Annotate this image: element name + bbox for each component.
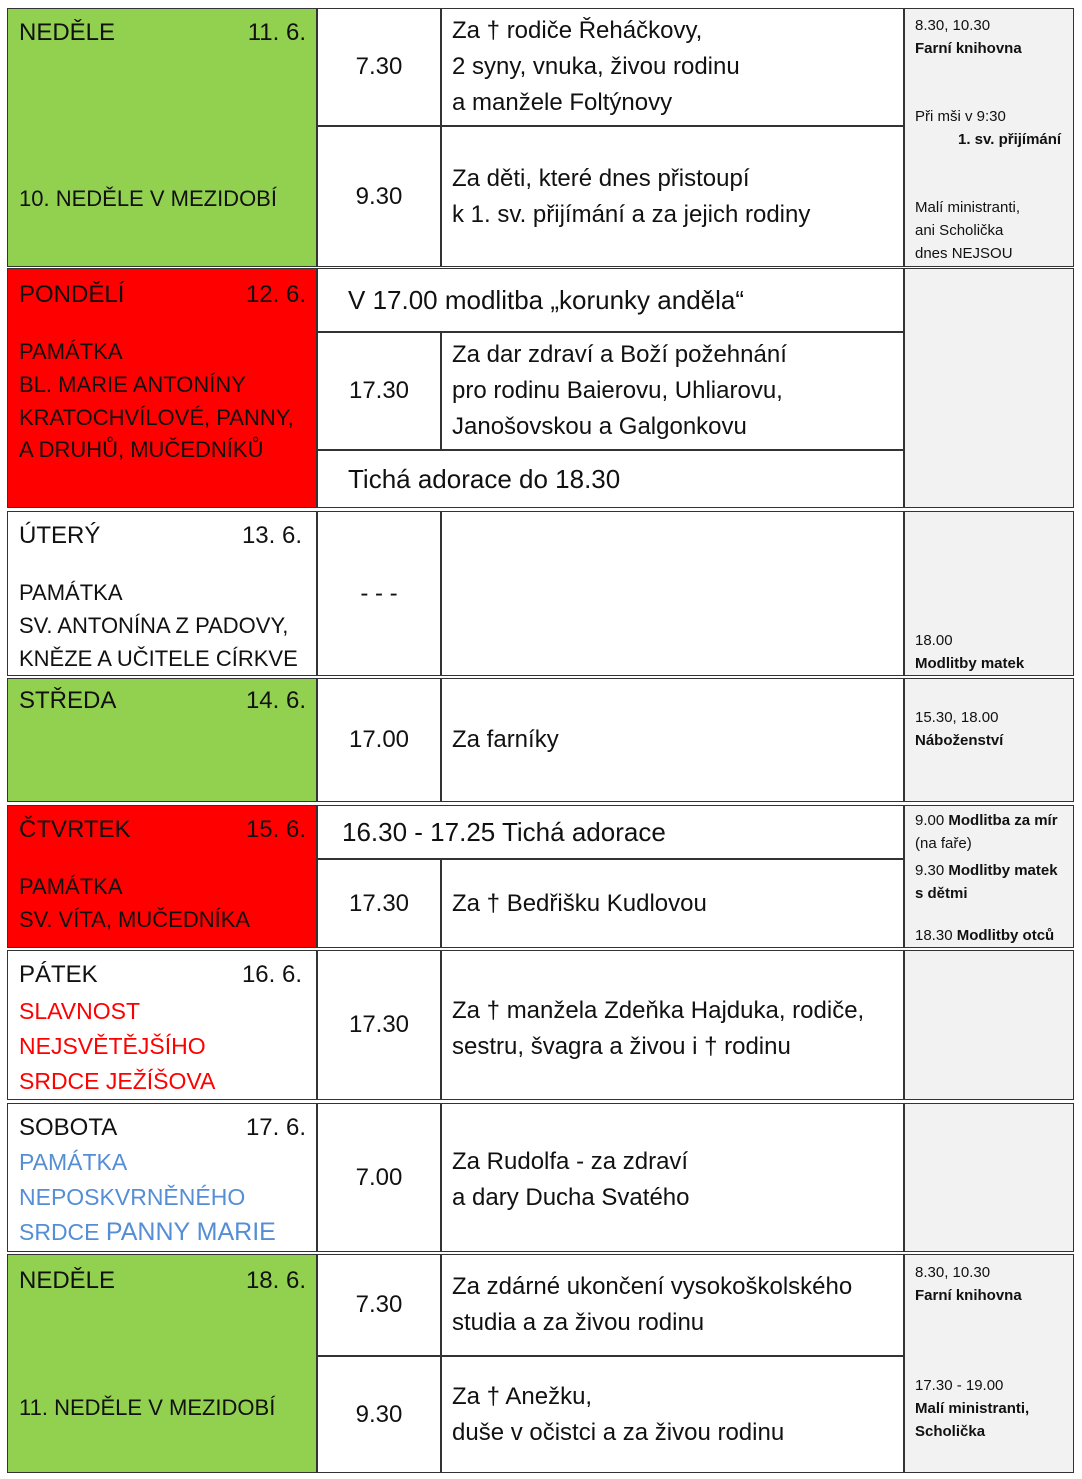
- note-text: Farní knihovna: [915, 40, 1022, 57]
- feast-title: 11. NEDĚLE V MEZIDOBÍ: [19, 1395, 276, 1420]
- day-name: PÁTEK: [19, 961, 98, 988]
- note-line: ani Scholička: [915, 222, 1004, 239]
- note-time: 18.30: [915, 927, 953, 944]
- intention-line: Za zdárné ukončení vysokoškolského: [452, 1273, 853, 1300]
- mass-time: 17.30: [317, 950, 441, 1100]
- feast-title: 10. NEDĚLE V MEZIDOBÍ: [19, 186, 277, 211]
- feast-line: KRATOCHVÍLOVÉ, PANNY,: [19, 405, 294, 430]
- feast-line: SLAVNOST: [19, 998, 140, 1024]
- adoration-row: 16.30 - 17.25 Tichá adorace: [317, 805, 904, 859]
- notes-cell: [904, 268, 1074, 508]
- mass-intention: [441, 332, 904, 450]
- note-text: 1. sv. přijímání: [958, 131, 1062, 148]
- day-date: 16. 6.: [241, 961, 302, 988]
- feast-line: PAMÁTKA: [19, 580, 123, 605]
- feast-line: SV. VÍTA, MUČEDNÍKA: [19, 907, 251, 932]
- note-text: Modlitba za mír: [948, 812, 1058, 829]
- notes-cell: [904, 511, 1074, 676]
- feast-line: NEJSVĚTĚJŠÍHO: [19, 1033, 206, 1059]
- note-line: [915, 924, 1054, 947]
- mass-intention: [441, 1356, 904, 1473]
- mass-time: 9.30: [317, 126, 441, 267]
- intention-line: Za † Anežku,: [452, 1382, 593, 1410]
- day-name: NEDĚLE: [19, 1267, 116, 1294]
- note-line: [915, 809, 1058, 832]
- mass-intention: [441, 1103, 904, 1252]
- intention-line: Za † manžela Zdeňka Hajduka, rodiče,: [452, 997, 865, 1024]
- feast-line: BL. MARIE ANTONÍNY: [19, 372, 246, 397]
- note-line: [915, 859, 1058, 882]
- mass-intention: [441, 950, 904, 1100]
- intention-line: Janošovskou a Galgonkovu: [452, 413, 747, 440]
- mass-time: 17.30: [317, 332, 441, 450]
- note-line: Malí ministranti,: [915, 199, 1021, 216]
- day-cell-saturday: [7, 1103, 317, 1252]
- intention-line: k 1. sv. přijímání a za jejich rodiny: [452, 200, 811, 228]
- note-time: 8.30, 10.30: [915, 17, 991, 34]
- note-text: Scholička: [915, 1423, 986, 1440]
- note-sub: (na faře): [915, 835, 972, 852]
- day-date: 12. 6.: [245, 281, 306, 308]
- note-time: Při mši v 9:30: [915, 108, 1006, 125]
- mass-time: 7.00: [317, 1103, 441, 1252]
- intention-line: duše v očistci a za živou rodinu: [452, 1418, 785, 1446]
- feast-line: SRDCE JEŽÍŠOVA: [19, 1068, 216, 1094]
- mass-time: 17.30: [317, 859, 441, 948]
- note-line: dnes NEJSOU: [915, 245, 1013, 262]
- day-name: PONDĚLÍ: [19, 281, 125, 308]
- note-text: Malí ministranti,: [915, 1400, 1030, 1417]
- intention-line: Za Rudolfa - za zdraví: [452, 1148, 689, 1175]
- day-cell-sunday-2: [7, 1254, 317, 1473]
- notes-cell: [904, 1254, 1074, 1473]
- feast-line: PAMÁTKA: [19, 1149, 128, 1175]
- day-date: 18. 6.: [245, 1267, 306, 1294]
- mass-time: 17.00: [317, 678, 441, 802]
- day-name: ČTVRTEK: [19, 816, 131, 843]
- feast-line: [19, 1216, 276, 1249]
- day-cell-sunday-1: [7, 8, 317, 267]
- feast-part: SRDCE: [19, 1219, 106, 1245]
- day-name: STŘEDA: [19, 687, 117, 714]
- mass-time: 7.30: [317, 1254, 441, 1356]
- day-date: 17. 6.: [245, 1114, 306, 1141]
- day-cell-thursday: [7, 805, 317, 948]
- day-cell-friday: [7, 950, 317, 1100]
- day-date: 14. 6.: [245, 687, 306, 714]
- feast-line: A DRUHŮ, MUČEDNÍKŮ: [19, 437, 264, 462]
- intention-line: a dary Ducha Svatého: [452, 1184, 690, 1211]
- mass-time: 7.30: [317, 8, 441, 126]
- notes-cell: [904, 678, 1074, 802]
- note-sub: s dětmi: [915, 885, 968, 902]
- note-text: Náboženství: [915, 732, 1004, 749]
- mass-intention: [441, 1254, 904, 1356]
- feast-line: PAMÁTKA: [19, 339, 123, 364]
- note-time: 8.30, 10.30: [915, 1264, 991, 1281]
- day-date: 11. 6.: [247, 19, 306, 46]
- note-time: 17.30 - 19.00: [915, 1377, 1004, 1394]
- note-text: Modlitby matek: [948, 862, 1058, 879]
- mass-intention: [441, 511, 904, 676]
- notes-cell: [904, 950, 1074, 1100]
- day-name: SOBOTA: [19, 1114, 118, 1141]
- day-cell-tuesday: [7, 511, 317, 676]
- intention-line: Za † rodiče Řeháčkovy,: [452, 17, 703, 44]
- note-text: Farní knihovna: [915, 1287, 1022, 1304]
- note-text: Modlitby otců: [956, 927, 1055, 944]
- intention-line: Za děti, které dnes přistoupí: [452, 164, 750, 192]
- intention-line: 2 syny, vnuka, živou rodinu: [452, 53, 740, 80]
- notes-cell: [904, 8, 1074, 267]
- mass-intention: [441, 126, 904, 267]
- mass-intention: Za † Bedřišku Kudlovou: [441, 859, 904, 948]
- feast-line: KNĚZE A UČITELE CÍRKVE: [19, 646, 298, 671]
- intention-line: pro rodinu Baierovu, Uhliarovu,: [452, 377, 783, 404]
- day-name: NEDĚLE: [19, 19, 116, 46]
- mass-intention: [441, 8, 904, 126]
- notes-cell: [904, 1103, 1074, 1252]
- feast-line: SV. ANTONÍNA Z PADOVY,: [19, 613, 289, 638]
- notes-cell: [904, 805, 1074, 948]
- mass-time: - - -: [317, 511, 441, 676]
- intention-line: sestru, švagra a živou i † rodinu: [452, 1033, 791, 1060]
- mass-time: 9.30: [317, 1356, 441, 1473]
- intention-line: a manžele Foltýnovy: [452, 89, 673, 116]
- note-text: Modlitby matek: [915, 655, 1025, 672]
- feast-line: NEPOSKVRNĚNÉHO: [19, 1184, 246, 1210]
- note-time: 18.00: [915, 632, 953, 649]
- day-date: 13. 6.: [241, 522, 302, 549]
- note-time: 15.30, 18.00: [915, 709, 999, 726]
- note-time: 9.30: [915, 862, 945, 879]
- day-cell-monday: [7, 268, 317, 508]
- adoration-row: Tichá adorace do 18.30: [317, 450, 904, 508]
- intention-line: studia a za živou rodinu: [452, 1309, 705, 1336]
- feast-part: PANNY MARIE: [105, 1218, 276, 1246]
- feast-line: PAMÁTKA: [19, 874, 123, 899]
- day-name: ÚTERÝ: [19, 522, 101, 549]
- prayer-row: V 17.00 modlitba „korunky anděla“: [317, 268, 904, 332]
- note-time: 9.00: [915, 812, 945, 829]
- day-date: 15. 6.: [245, 816, 306, 843]
- day-cell-wednesday: [7, 678, 317, 802]
- intention-line: Za dar zdraví a Boží požehnání: [452, 341, 787, 368]
- mass-intention: Za farníky: [441, 678, 904, 802]
